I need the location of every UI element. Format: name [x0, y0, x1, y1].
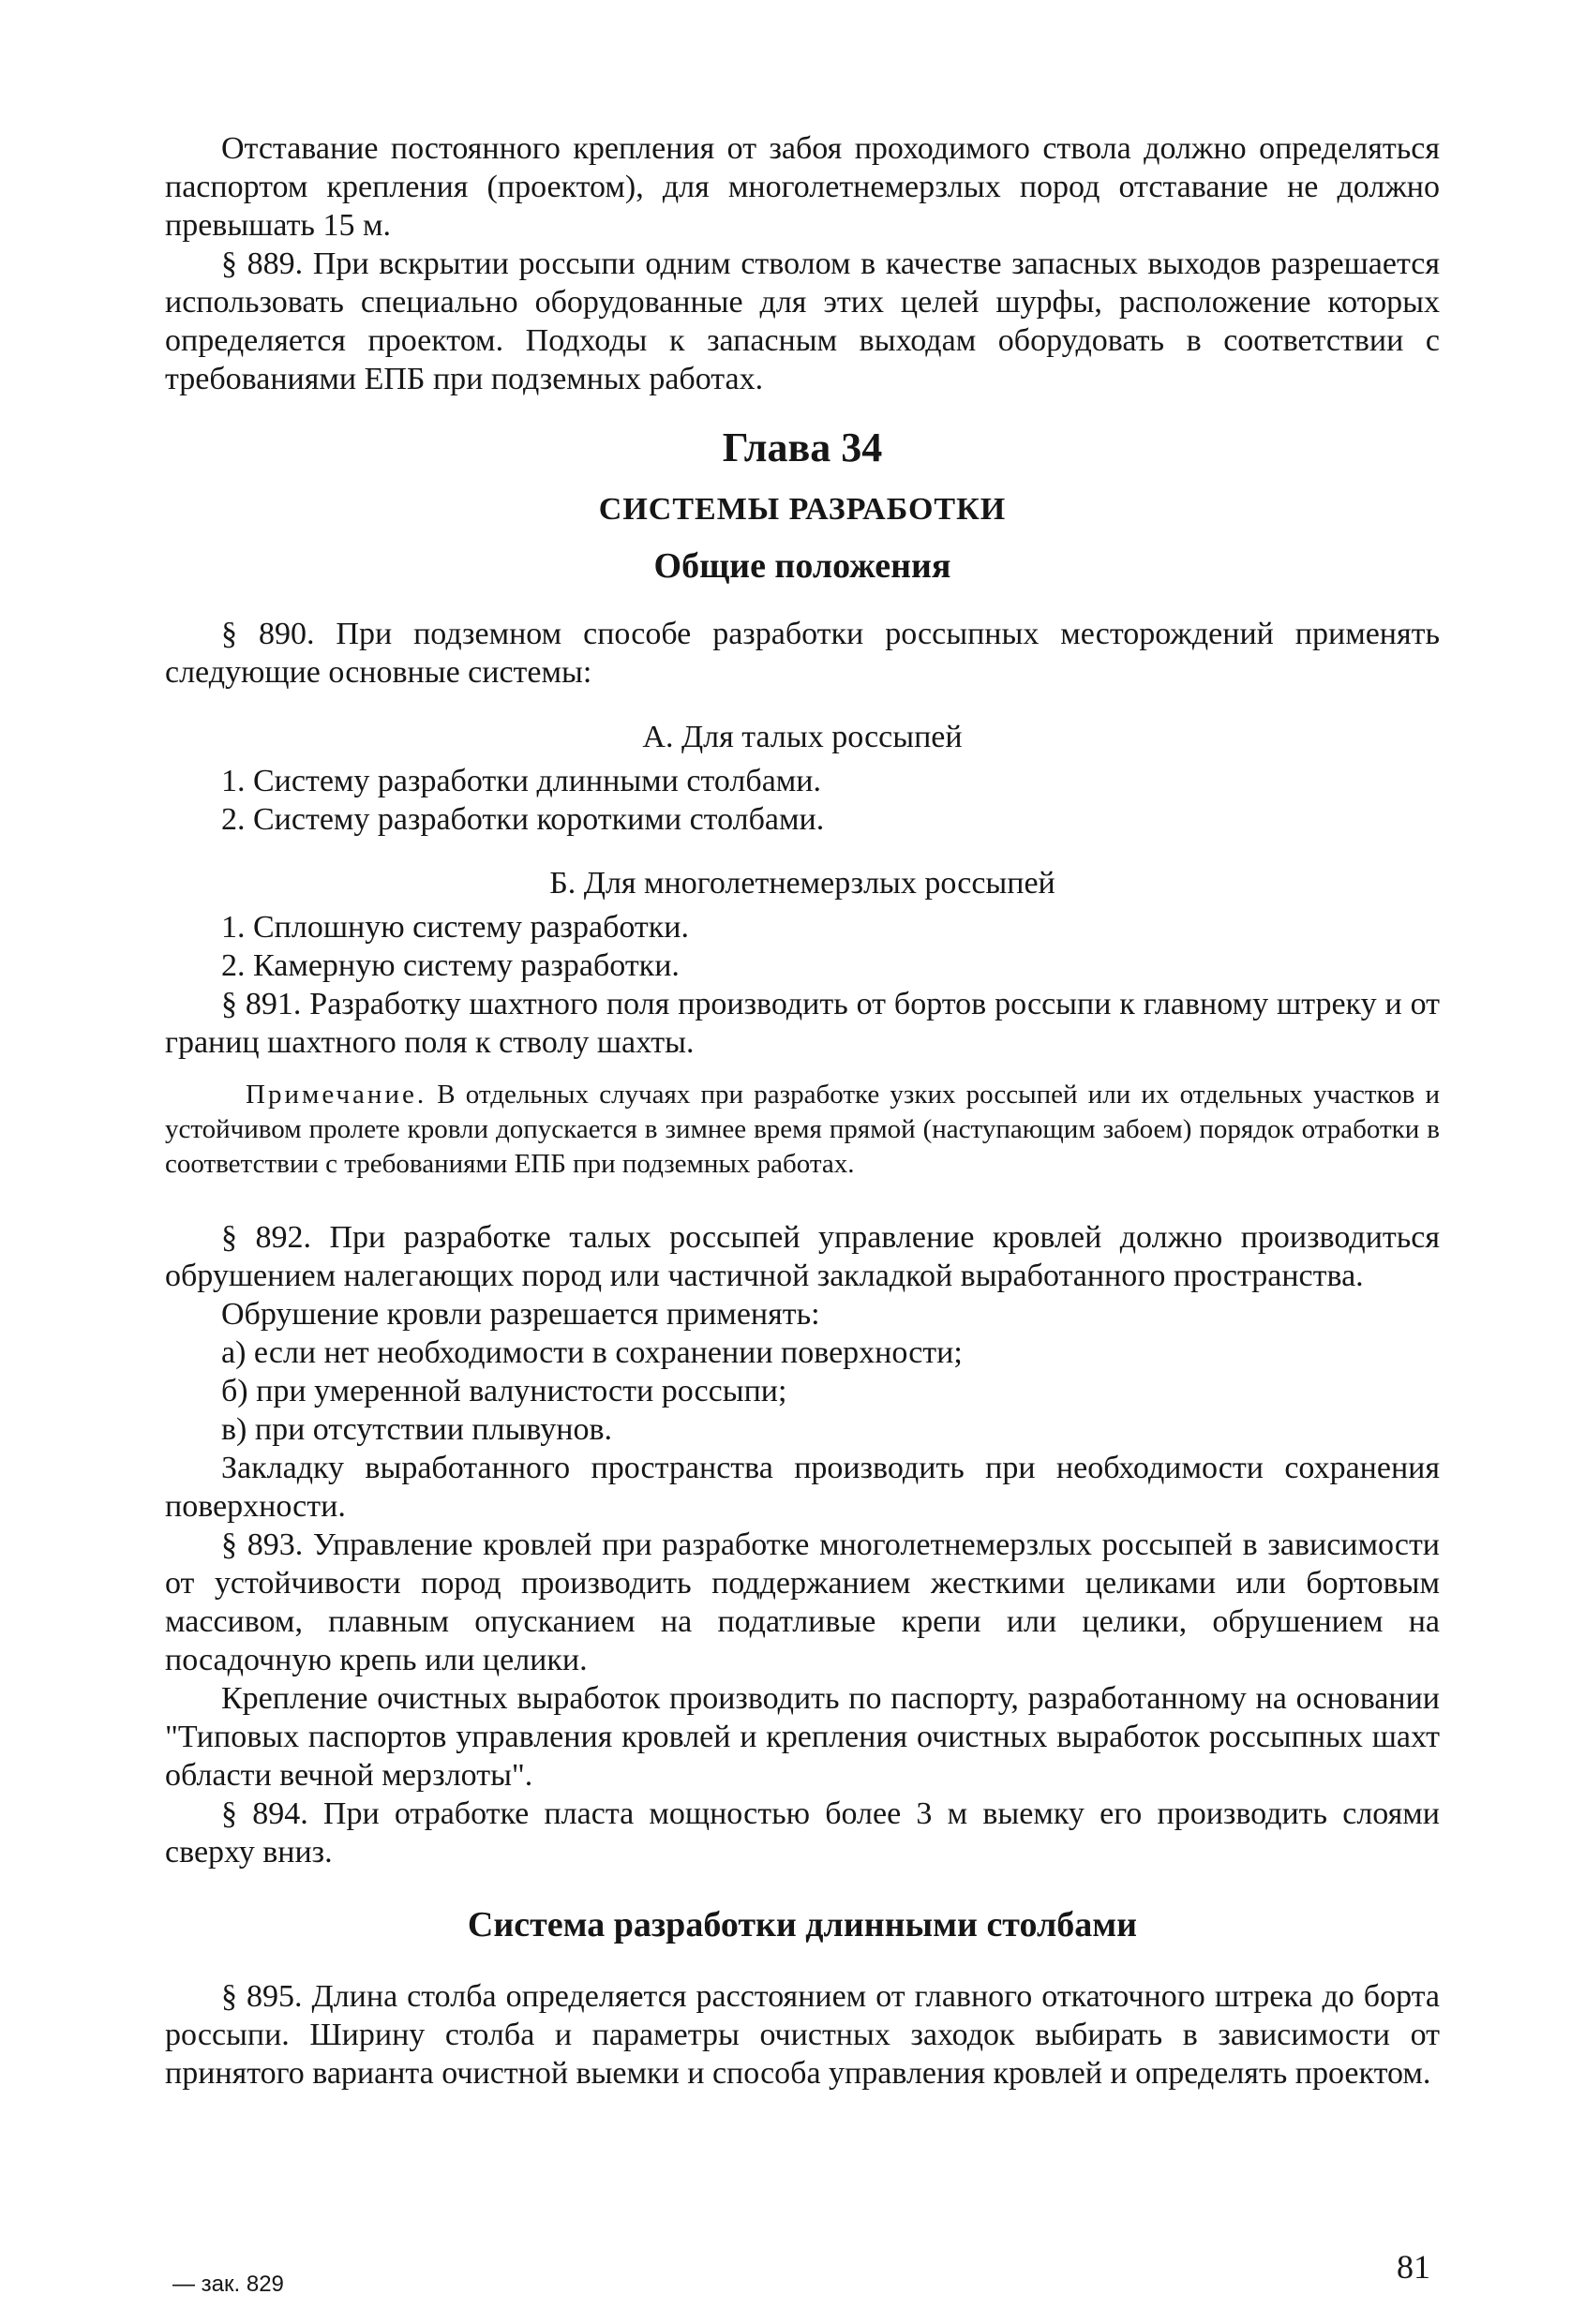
- paragraph-890: § 890. При подземном способе разработки россыпных месторождений применять следующие основные системы:: [165, 617, 1440, 690]
- group-a-title: А. Для талых россыпей: [642, 720, 963, 754]
- paragraph-support: Крепление очистных выработок производить по паспорту, разработанному на основании "Типовых паспортов управления кровлей и крепления очистных выработок россыпных шахт области вечной мерзлоты".: [165, 1681, 1440, 1793]
- chapter-subtitle: СИСТЕМЫ РАЗРАБОТКИ: [598, 492, 1007, 527]
- note-block: [165, 1078, 1440, 1182]
- paragraph-lag: Отставание постоянного крепления от забоя проходимого ствола должно определяться паспортом крепления (проектом), для многолетнемерзлых пород отставание не должно превышать 15 м.: [165, 131, 1440, 243]
- list-item: б) при умеренной валунистости россыпи;: [221, 1374, 787, 1408]
- collapse-intro: Обрушение кровли разрешается применять:: [221, 1297, 820, 1332]
- list-item: 2. Систему разработки короткими столбами.: [221, 802, 825, 837]
- note-text: В отдельных случаях при разработке узких россыпей или их отдельных участков и устойчивом пролете кровли допускается в зимнее время прямой (наступающим забоем) порядок отработки в соответствии с требованиями ЕПБ при подземных работах.: [165, 1080, 1440, 1179]
- paragraph-895: § 895. Длина столба определяется расстоянием от главного откаточного штрека до борта россыпи. Ширину столба и параметры очистных заходок выбирать в зависимости от принятого варианта очистной выемки и способа управления кровлей и определять проектом.: [165, 1979, 1440, 2091]
- page-number: 81: [1397, 2248, 1430, 2286]
- group-b-title: Б. Для многолетнемерзлых россыпей: [549, 866, 1055, 901]
- paragraph-889: § 889. При вскрытии россыпи одним стволом в качестве запасных выходов разрешается использовать специально оборудованные для этих целей шурфы, расположение которых определяется проектом. Подходы к запасным выходам оборудовать в соответствии с требованиями ЕПБ при подземных работах.: [165, 246, 1440, 396]
- paragraph-892: § 892. При разработке талых россыпей управление кровлей должно производиться обрушением налегающих пород или частичной закладкой выработанного пространства.: [165, 1220, 1440, 1293]
- paragraph-895-block: [165, 1977, 1440, 2093]
- paragraph-891: § 891. Разработку шахтного поля производить от бортов россыпи к главному штреку и от границ шахтного поля к стволу шахты.: [165, 987, 1440, 1060]
- section-heading-general: Общие положения: [653, 546, 951, 586]
- paragraph-893: § 893. Управление кровлей при разработке многолетнемерзлых россыпей в зависимости от устойчивости пород производить поддержанием жесткими целиками или бортовым массивом, плавным опусканием на податливые крепи или целики, обрушением на посадочную крепь или целики.: [165, 1527, 1440, 1677]
- section-892-block: [165, 1218, 1440, 1871]
- list-item: 1. Сплошную систему разработки.: [221, 910, 689, 945]
- paragraph-894: § 894. При отработке пласта мощностью более 3 м выемку его производить слоями сверху вниз.: [165, 1796, 1440, 1870]
- note-label: Примечание.: [246, 1080, 427, 1110]
- group-b: [165, 864, 1440, 1062]
- list-item: а) если нет необходимости в сохранении поверхности;: [221, 1335, 963, 1370]
- chapter-title: Глава 34: [722, 425, 883, 470]
- intro-block: [165, 129, 1440, 398]
- paragraph-890-block: [165, 615, 1440, 692]
- list-item: в) при отсутствии плывунов.: [221, 1412, 613, 1447]
- section-heading-long-pillars: Система разработки длинными столбами: [467, 1905, 1138, 1944]
- order-number: — зак. 829: [172, 2272, 284, 2297]
- list-item: 1. Систему разработки длинными столбами.: [221, 764, 821, 798]
- group-a: [165, 718, 1440, 839]
- paragraph-backfill: Закладку выработанного пространства производить при необходимости сохранения поверхности.: [165, 1451, 1440, 1524]
- list-item: 2. Камерную систему разработки.: [221, 948, 680, 983]
